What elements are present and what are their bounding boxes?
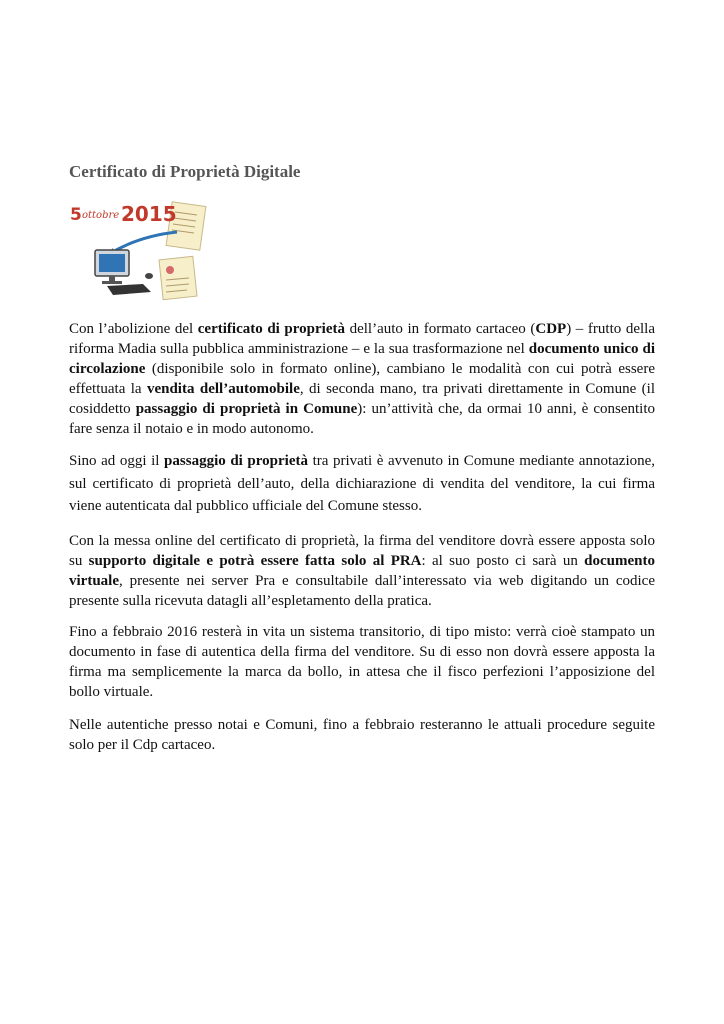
paragraph: Fino a febbraio 2016 resterà in vita un sistema transitorio, di tipo misto: verrà cioè stampato un documento in fase di autentica della firma del venditore. Su di esso non dovrà essere apposta la firma ma semplicemente la marca da bollo, in attesa che il fisco perfezioni l’apposizione del bollo virtuale. [69,624,655,700]
mouse-icon [145,273,153,279]
bold-text: vendita dell’automobile [146,381,300,397]
bold-text: passaggio di proprietà [164,453,308,469]
keyboard-icon [107,284,151,295]
bold-text: documento unico di circolazione [69,341,655,377]
date-lettering: 5 [70,205,82,225]
bold-text: documento virtuale [69,553,655,589]
computer-documents-illustration [69,196,207,302]
bold-text: passaggio di proprietà in Comune [135,401,358,417]
date-lettering: 2015 [121,202,177,226]
bold-text: supporto digitale e potrà essere fatta solo al PRA [88,553,422,569]
page-title: Certificato di Proprietà Digitale [69,162,301,181]
bold-text: certificato di proprietà [197,321,345,337]
document-icon [159,256,197,299]
monitor-icon [95,250,129,284]
paragraph: Con l’abolizione del certificato di proprietà dell’auto in formato cartaceo (CDP) – frutto della riforma Madia sulla pubblica amministrazione – e la sua trasformazione nel documento unico di circolazione (disponibile solo in formato online), cambiano le modalità con cui potrà essere effettuata la vendita dell’automobile, di seconda mano, tra privati direttamente in Comune (il cosiddetto passaggio di proprietà in Comune): un’attività che, da ormai 10 anni, è consentito fare senza il notaio e in modo autonomo. [69,321,655,437]
bold-text: CDP [535,321,567,337]
date-lettering: ottobre [82,210,120,221]
paragraph: Sino ad oggi il passaggio di proprietà tra privati è avvenuto in Comune mediante annotazione, sul certificato di proprietà dell’auto, della dichiarazione di vendita del venditore, la cui firma viene autenticata dal pubblico ufficiale del Comune stesso. [69,453,656,514]
paragraph: Con la messa online del certificato di proprietà, la firma del venditore dovrà essere apposta solo su supporto digitale e potrà essere fatta solo al PRA: al suo posto ci sarà un documento virtuale, presente nei server Pra e consultabile dall’interessato via web digitando un codice presente sulla ricevuta datagli all’espletamento della pratica. [69,533,655,609]
paragraph: Nelle autentiche presso notai e Comuni, fino a febbraio resteranno le attuali procedure seguite solo per il Cdp cartaceo. [69,717,655,753]
